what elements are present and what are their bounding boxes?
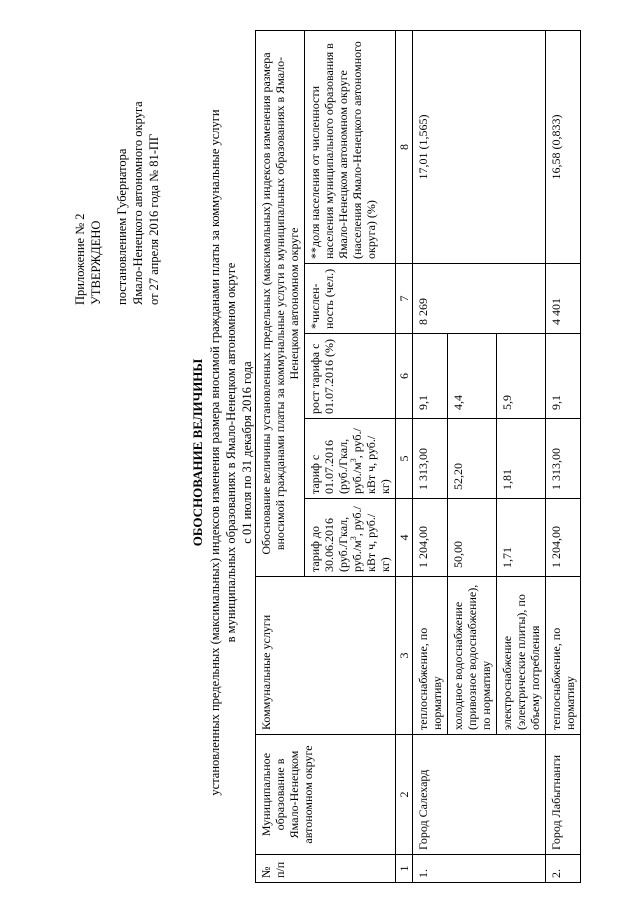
header-share: **доля населения от численности населения муниципального образования в Ямало-Ненецком автономном округе (населения Ямало-Ненецкого автономного округа) (%) xyxy=(305,31,396,264)
document-title: ОБОСНОВАНИЕ ВЕЛИЧИНЫ xyxy=(190,358,205,547)
row-municipality: Город Салехард xyxy=(413,735,546,855)
approval-line-3: от 27 апреля 2016 года № 81-ПГ xyxy=(147,133,161,305)
row-service: теплоснабжение, по нормативу xyxy=(413,577,448,735)
row-tariff-after: 1 313,00 xyxy=(546,419,581,499)
approval-stamp xyxy=(72,5,162,305)
header-population: *числен-ность (чел.) xyxy=(305,264,396,334)
row-share: 16,58 (0,833) xyxy=(546,31,581,264)
heading-line-3: с 01 июля по 31 декабря 2016 года xyxy=(240,361,254,544)
appendix-number: Приложение № 2 xyxy=(73,213,87,305)
header-municipality: Муниципальное образование в Ямало-Ненецком автономном округе xyxy=(256,735,396,855)
row-share: 17,01 (1,565) xyxy=(413,31,546,264)
table-row xyxy=(546,31,581,883)
row-municipality: Город Лабытнанги xyxy=(546,735,581,855)
header-tariff-after: тариф с 01.07.2016 (руб./Гкал, $руб./м^3$, руб./кВт ч, руб./кг) xyxy=(305,419,396,499)
heading-line-2: в муниципальных образованиях в Ямало-Ненецком автономном округе xyxy=(224,262,238,643)
row-growth: 9,1 xyxy=(413,334,448,419)
table-row xyxy=(413,31,448,883)
column-number: 7 xyxy=(396,264,413,334)
row-growth: 4,4 xyxy=(448,334,497,419)
column-number: 2 xyxy=(396,735,413,855)
column-number: 8 xyxy=(396,31,413,264)
row-growth: 5,9 xyxy=(497,334,546,419)
column-number: 6 xyxy=(396,334,413,419)
column-number: 5 xyxy=(396,419,413,499)
column-numbers-row xyxy=(396,31,413,883)
row-service: холодное водоснабжение (привозное водоснабжение), по нормативу xyxy=(448,577,497,735)
heading-line-1: установленных предельных (максимальных) индексов изменения размера вносимой гражданами платы за коммунальные услуги xyxy=(208,109,222,796)
column-number: 1 xyxy=(396,855,413,883)
approval-line-2: Ямало-Ненецкого автономного округа xyxy=(131,101,145,305)
approval-line-1: постановлением Губернатора xyxy=(115,148,129,305)
header-num: № п/п xyxy=(256,855,396,883)
header-justification-group: Обоснование величины установленных предельных (максимальных) индексов изменения размера вносимой гражданами платы за коммунальные услуги в муниципальных образованиях в Ямало-Ненецком автономном округе xyxy=(256,31,305,577)
column-number: 3 xyxy=(396,577,413,735)
row-tariff-after: 1,81 xyxy=(497,419,546,499)
row-number: 1. xyxy=(413,855,546,883)
header-growth: рост тарифа с 01.07.2016 (%) xyxy=(305,334,396,419)
column-number: 4 xyxy=(396,499,413,577)
header-row-1 xyxy=(256,31,305,883)
approved-label: УТВЕРЖДЕНО xyxy=(89,220,103,305)
row-tariff-before: 1 204,00 xyxy=(413,499,448,577)
header-services: Коммунальные услуги xyxy=(256,577,396,735)
row-tariff-before: 50,00 xyxy=(448,499,497,577)
row-tariff-after: 52,20 xyxy=(448,419,497,499)
row-service: теплоснабжение, по нормативу xyxy=(546,577,581,735)
row-population: 4 401 xyxy=(546,264,581,334)
row-population: 8 269 xyxy=(413,264,546,334)
row-service: электроснабжение (электрические плиты), по объему потребления xyxy=(497,577,546,735)
row-tariff-before: 1,71 xyxy=(497,499,546,577)
row-tariff-after: 1 313,00 xyxy=(413,419,448,499)
tariff-table xyxy=(255,30,581,883)
header-tariff-before: тариф до 30.06.2016 (руб./Гкал, $руб./м^3$, руб./кВт ч, руб./кг) xyxy=(305,499,396,577)
row-number: 2. xyxy=(546,855,581,883)
row-tariff-before: 1 204,00 xyxy=(546,499,581,577)
row-growth: 9,1 xyxy=(546,334,581,419)
document-heading xyxy=(190,0,255,905)
